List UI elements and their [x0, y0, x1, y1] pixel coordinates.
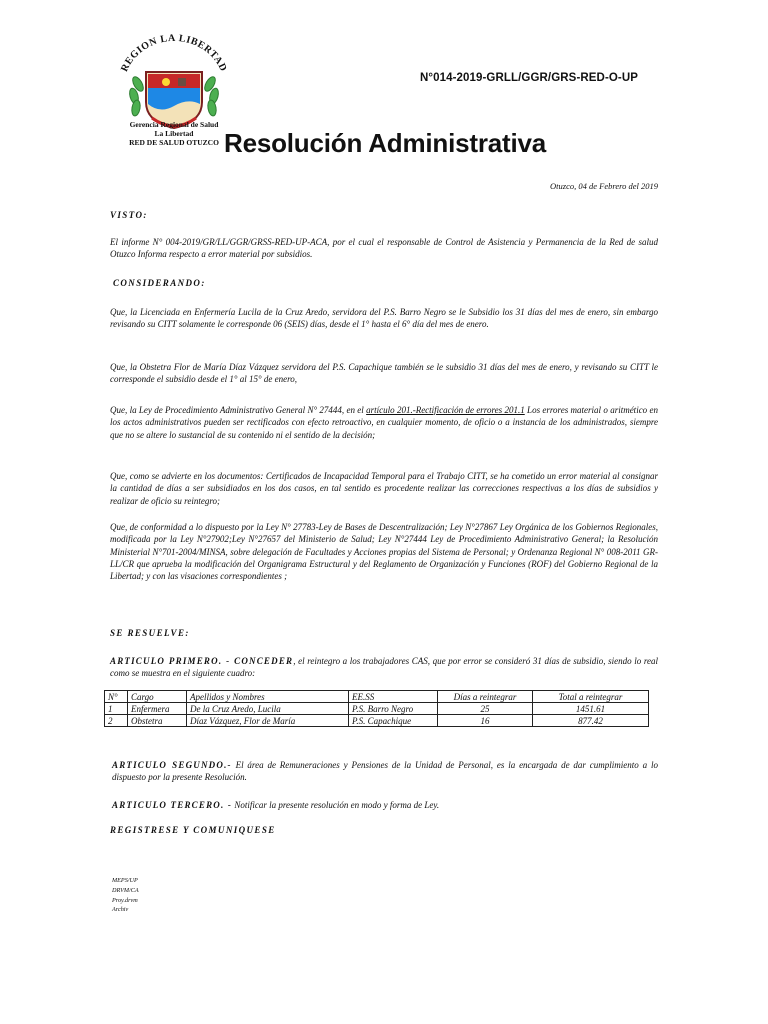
seal-caption-line: La Libertad	[154, 129, 194, 138]
table-header-cell: Apellidos y Nombres	[187, 691, 349, 703]
paragraph-text: Que, la Ley de Procedimiento Administrativo General N° 27444, en el	[110, 405, 367, 415]
document-number: N°014-2019-GRLL/GGR/GRS-RED-O-UP	[420, 72, 639, 84]
document-date: Otuzco, 04 de Febrero del 2019	[550, 181, 658, 191]
table-row	[105, 715, 649, 727]
table-cell: P.S. Barro Negro	[349, 703, 438, 715]
paragraph-text: , el reintegro a los trabajadores CAS, que por error se consideró 31 días de subsidio, siendo lo real como se muestra en el siguiente cuadro:	[110, 656, 658, 679]
articulo-primero	[110, 655, 658, 680]
footer-line: DRVM/CA	[112, 886, 139, 894]
reintegro-table	[104, 690, 649, 727]
paragraph-text: El área de Remuneraciones y Pensiones de la Unidad de Personal, es la encargada de dar cumplimiento a lo dispuesto por la presente Resolución.	[112, 760, 658, 783]
paragraph-text: Notificar la presente resolución en modo y forma de Ley.	[232, 800, 440, 810]
footer-line: Archiv	[112, 906, 129, 914]
table-header-cell: Días a reintegrar	[438, 691, 533, 703]
articulo-primero-label: ARTICULO PRIMERO. - CONCEDER	[110, 656, 294, 666]
seal-caption-line: RED DE SALUD OTUZCO	[129, 138, 219, 147]
table-cell: 2	[105, 715, 128, 727]
table-row	[105, 703, 649, 715]
seal-caption-line: Gerencia Regional de Salud	[129, 120, 219, 129]
document-title: Resolución Administrativa	[224, 128, 546, 158]
considerando-paragraph-3	[110, 404, 658, 441]
articulo-tercero	[112, 799, 658, 811]
considerando-paragraph-2: Que, la Obstetra Flor de María Díaz Vázquez servidora del P.S. Capachique también se le subsidio 31 días del mes de enero, y revisando su CITT le corresponde el subsidio desde el 1° al 15° de enero,	[110, 362, 658, 385]
table-cell: Díaz Vázquez, Flor de María	[187, 715, 349, 727]
seal-caption	[104, 120, 244, 147]
table-cell: 1451.61	[533, 703, 649, 715]
table-header-cell: Cargo	[128, 691, 187, 703]
table-header-cell: N°	[105, 691, 128, 703]
footer-line: Proy.drvm	[112, 896, 138, 904]
closing-statement: REGISTRESE Y COMUNIQUESE	[110, 825, 276, 835]
table-cell: 877.42	[533, 715, 649, 727]
table-cell: 16	[438, 715, 533, 727]
underlined-article-reference: artículo 201.-Rectificación de errores 201.1	[366, 405, 525, 415]
footer-initials	[112, 876, 139, 915]
articulo-tercero-label: ARTICULO TERCERO. -	[112, 800, 233, 810]
table-cell: Enfermera	[128, 703, 187, 715]
visto-heading: VISTO:	[110, 210, 148, 220]
table-header-cell: Total a reintegrar	[533, 691, 649, 703]
table-header-row	[105, 691, 649, 703]
considerando-paragraph-5: Que, de conformidad a lo dispuesto por la Ley N° 27783-Ley de Bases de Descentralización; Ley N°27867 Ley Orgánica de los Gobiernos Regionales, modificada por la Ley N°27902;Ley N°27657 del Ministerio de Salud; Ley N°27444 Ley de Procedimiento Administrativo General; la Resolución Ministerial N°701-2004/MINSA, sobre delegación de Facultades y Acciones propias del Sistema de Personal; y Ordenanza Regional N° 008-2011 GR-LL/CR que aprueba la modificación del Organigrama Estructural y del Reglamento de Organización y Funciones (ROF) del Gobierno Regional de la Libertad; y con las visaciones correspondientes ;	[110, 522, 658, 582]
table-cell: Obstetra	[128, 715, 187, 727]
articulo-segundo	[112, 759, 658, 784]
table-cell: P.S. Capachique	[349, 715, 438, 727]
table-header-cell: EE.SS	[349, 691, 438, 703]
table-cell: 1	[105, 703, 128, 715]
table-cell: 25	[438, 703, 533, 715]
considerando-paragraph-1: Que, la Licenciada en Enfermería Lucila de la Cruz Aredo, servidora del P.S. Barro Negro se le Subsidio los 31 días del mes de enero, sin embargo revisando su CITT solamente le corresponde 06 (SEIS) días, desde el 1° hasta el 6° día del mes de enero.	[110, 307, 658, 330]
svg-text:REGION LA LIBERTAD: REGION LA LIBERTAD	[119, 32, 229, 74]
resuelve-heading: SE RESUELVE:	[110, 628, 190, 638]
articulo-segundo-label: ARTICULO SEGUNDO.-	[112, 760, 232, 770]
table-cell: De la Cruz Aredo, Lucila	[187, 703, 349, 715]
footer-line: MEPS/UP	[112, 877, 138, 884]
considerando-paragraph-4: Que, como se advierte en los documentos: Certificados de Incapacidad Temporal para el Trabajo CITT, se ha cometido un error material al consignar la cantidad de días a ser subsidiados en los dos casos, en tal sentido es procedente realizar las correcciones respectivas a los días de subsidios y realizar de oficio su reintegro;	[110, 471, 658, 506]
visto-paragraph: El informe N° 004-2019/GR/LL/GGR/GRSS-RED-UP-ACA, por el cual el responsable de Control de Asistencia y Permanencia de la Red de salud Otuzco Informa respecto a error material por subsidios.	[110, 237, 658, 260]
paragraph-text: Los errores material o aritmético en los actos administrativos pueden ser rectificados con efecto retroactivo, en cualquier momento, de oficio o a instancia de los administrados, siempre que no se altere lo sustancial de su contenido ni el sentido de la decisión;	[110, 405, 659, 440]
considerando-heading: CONSIDERANDO:	[113, 278, 206, 288]
